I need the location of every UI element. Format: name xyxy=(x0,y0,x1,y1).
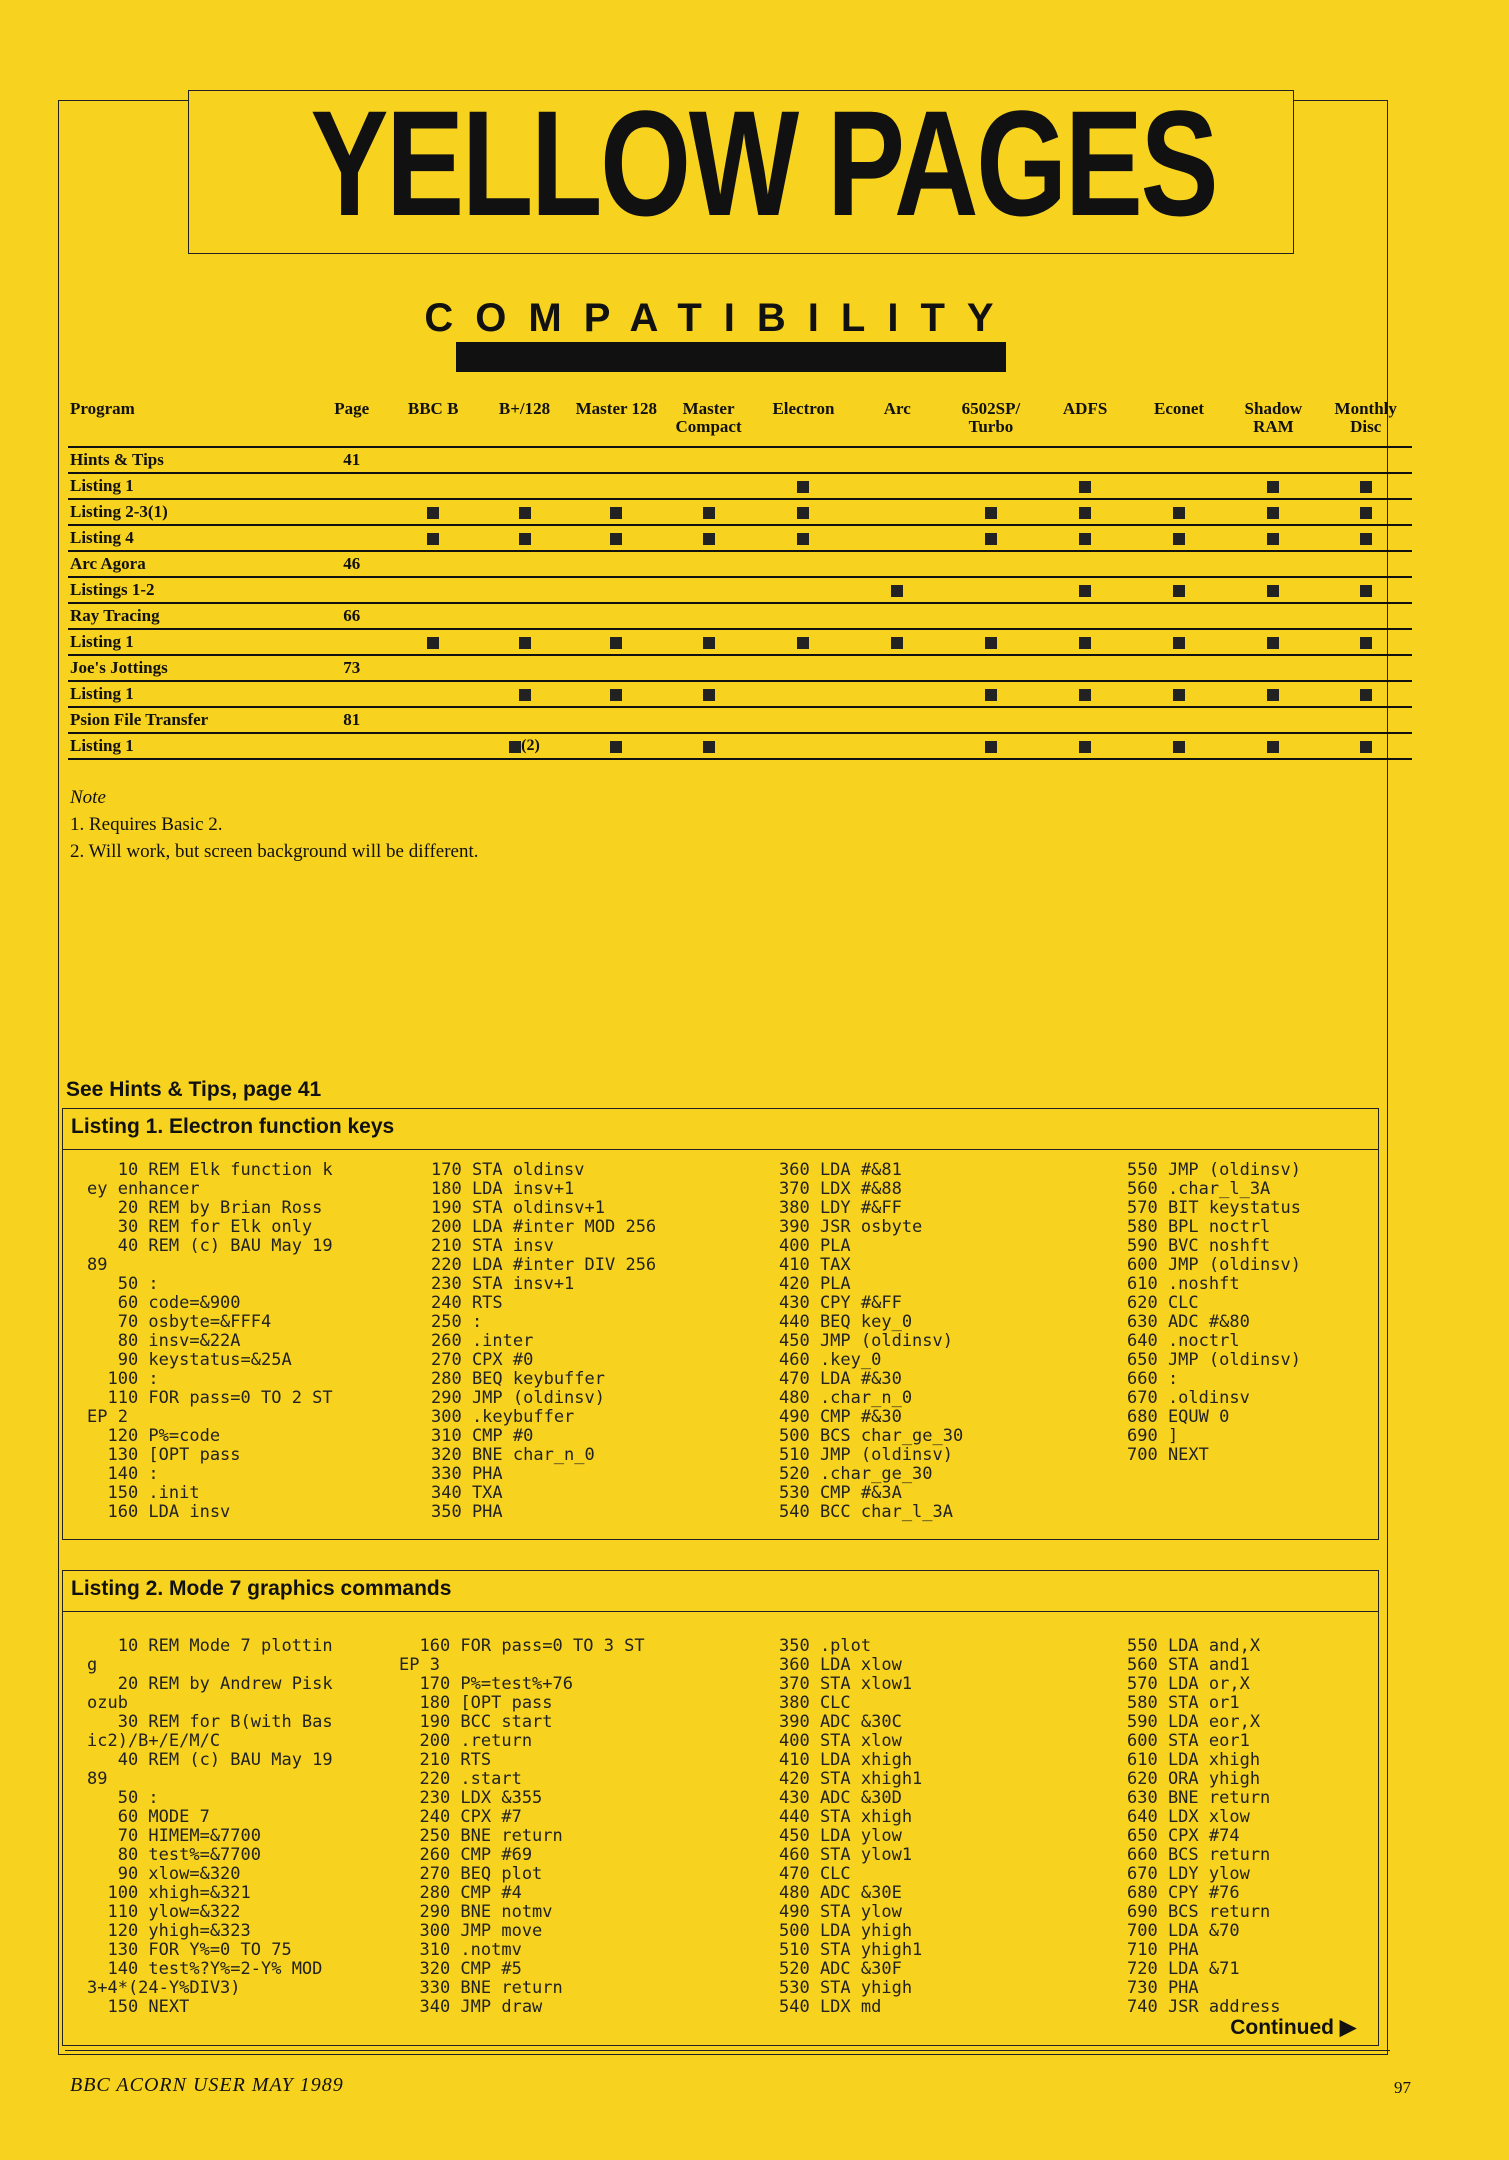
compat-cell xyxy=(1227,577,1319,603)
column-header: Shadow RAM xyxy=(1227,394,1319,447)
footer-magazine: BBC ACORN USER MAY 1989 xyxy=(70,2074,344,2096)
column-header: Program xyxy=(68,394,316,447)
compat-cell xyxy=(1131,733,1227,759)
compat-cell xyxy=(1319,525,1412,551)
compat-cell xyxy=(570,733,662,759)
table-row xyxy=(68,447,1412,473)
compat-mark xyxy=(1173,507,1185,519)
compat-mark xyxy=(797,637,809,649)
compat-cell xyxy=(852,681,942,707)
compat-cell xyxy=(1319,447,1412,473)
compat-cell xyxy=(1131,577,1227,603)
compat-cell xyxy=(942,655,1039,681)
compat-cell xyxy=(662,551,755,577)
compat-cell xyxy=(1131,707,1227,733)
compat-mark xyxy=(427,507,439,519)
compat-cell xyxy=(1227,473,1319,499)
compat-cell xyxy=(942,447,1039,473)
program-cell: Listing 1 xyxy=(68,473,316,499)
compat-cell xyxy=(1319,603,1412,629)
compat-mark xyxy=(1079,481,1091,493)
table-row xyxy=(68,681,1412,707)
compat-cell xyxy=(662,707,755,733)
compat-cell xyxy=(662,499,755,525)
column-header: Master Compact xyxy=(662,394,755,447)
compat-mark xyxy=(519,637,531,649)
compat-cell xyxy=(570,473,662,499)
page-cell: 41 xyxy=(316,447,388,473)
compat-cell xyxy=(570,681,662,707)
compat-cell xyxy=(479,473,571,499)
compat-cell xyxy=(662,655,755,681)
column-header: ADFS xyxy=(1039,394,1130,447)
compat-mark xyxy=(703,741,715,753)
compat-cell xyxy=(755,525,852,551)
table-row xyxy=(68,525,1412,551)
compat-cell xyxy=(755,499,852,525)
compat-mark xyxy=(1267,507,1279,519)
compat-cell xyxy=(942,525,1039,551)
compat-cell xyxy=(1319,577,1412,603)
compat-mark xyxy=(1079,741,1091,753)
compat-cell xyxy=(479,577,571,603)
compat-mark xyxy=(610,637,622,649)
table-row xyxy=(68,733,1412,759)
compat-cell xyxy=(1227,499,1319,525)
listing-1-box xyxy=(62,1108,1379,1540)
compat-cell xyxy=(852,655,942,681)
compat-mark xyxy=(703,637,715,649)
compat-cell xyxy=(852,629,942,655)
compat-cell xyxy=(662,733,755,759)
compat-cell xyxy=(942,629,1039,655)
compat-cell xyxy=(1319,707,1412,733)
page-title: YELLOW PAGES xyxy=(310,90,1217,247)
page-number: 97 xyxy=(1394,2078,1411,2097)
page-cell xyxy=(316,525,388,551)
column-header: BBC B xyxy=(388,394,479,447)
compat-cell xyxy=(1319,681,1412,707)
column-header: 6502SP/ Turbo xyxy=(942,394,1039,447)
column-header: Page xyxy=(316,394,388,447)
compat-cell xyxy=(1131,629,1227,655)
column-header: Econet xyxy=(1131,394,1227,447)
table-row xyxy=(68,603,1412,629)
note-item-1: 1. Requires Basic 2. xyxy=(70,814,223,835)
compat-cell xyxy=(852,525,942,551)
compat-cell xyxy=(570,655,662,681)
notes xyxy=(70,784,479,865)
table-row xyxy=(68,655,1412,681)
compat-mark xyxy=(509,741,521,753)
compat-mark xyxy=(1360,585,1372,597)
compat-mark xyxy=(1360,741,1372,753)
listing-1-code-col-2: 170 STA oldinsv 180 LDA insv+1 190 STA oldinsv+1 200 LDA #inter MOD 256 210 STA insv 220 LDA #inter DIV 256 230 STA insv+1 240 RTS 250 : 260 .inter 270 CPX #0 280 BEQ keybuffer 290 JMP (oldinsv) 300 .keybuffer 310 CMP #0 320 BNE char_n_0 330 PHA 340 TXA 350 PHA xyxy=(431,1160,657,1522)
compat-mark xyxy=(985,533,997,545)
column-header: Monthly Disc xyxy=(1319,394,1412,447)
column-header: B+/128 xyxy=(479,394,571,447)
compat-cell xyxy=(1039,603,1130,629)
compat-cell xyxy=(388,629,479,655)
compat-cell xyxy=(1039,499,1130,525)
compat-mark xyxy=(1079,533,1091,545)
compat-cell xyxy=(755,447,852,473)
compat-cell xyxy=(942,603,1039,629)
compat-cell xyxy=(1319,473,1412,499)
compat-cell xyxy=(852,499,942,525)
compat-cell xyxy=(755,551,852,577)
compat-mark xyxy=(797,533,809,545)
compat-mark xyxy=(427,637,439,649)
listing-1-code-col-4: 550 JMP (oldinsv) 560 .char_l_3A 570 BIT keystatus 580 BPL noctrl 590 BVC noshft 600 JMP (oldinsv) 610 .noshft 620 CLC 630 ADC #&80 640 .noctrl 650 JMP (oldinsv) 660 : 670 .oldinsv 680 EQUW 0 690 ] 700 NEXT xyxy=(1127,1160,1301,1465)
compat-mark xyxy=(891,637,903,649)
compat-mark xyxy=(1173,741,1185,753)
compat-cell xyxy=(942,551,1039,577)
compatibility-table xyxy=(68,394,1412,760)
compat-mark xyxy=(1173,533,1185,545)
compat-cell xyxy=(1227,681,1319,707)
table-row xyxy=(68,473,1412,499)
compat-cell xyxy=(755,629,852,655)
compat-cell xyxy=(1131,551,1227,577)
page-cell: 46 xyxy=(316,551,388,577)
compat-cell xyxy=(1227,733,1319,759)
table-row xyxy=(68,499,1412,525)
compat-cell xyxy=(388,551,479,577)
listing-1-title: Listing 1. Electron function keys xyxy=(71,1115,395,1138)
compat-mark xyxy=(1173,585,1185,597)
compat-mark xyxy=(1360,637,1372,649)
listing-1-code-col-1: 10 REM Elk function k ey enhancer 20 REM by Brian Ross 30 REM for Elk only 40 REM (c) BAU May 19 89 50 : 60 code=&900 70 osbyte=&FFF4 80 insv=&22A 90 keystatus=&25A 100 : 110 FOR pass=0 TO 2 ST EP 2 120 P%=code 130 [OPT pass 140 : 150 .init 160 LDA insv xyxy=(87,1160,333,1522)
compat-cell xyxy=(388,733,479,759)
divider xyxy=(63,1611,1378,1612)
compat-cell xyxy=(662,629,755,655)
compat-cell xyxy=(942,733,1039,759)
table-row xyxy=(68,707,1412,733)
compat-cell xyxy=(942,499,1039,525)
compat-cell xyxy=(1039,551,1130,577)
compat-mark xyxy=(1360,533,1372,545)
compat-cell xyxy=(1131,525,1227,551)
compat-cell xyxy=(1227,655,1319,681)
compat-cell xyxy=(852,707,942,733)
compat-mark xyxy=(1173,637,1185,649)
note-item-2: 2. Will work, but screen background will be different. xyxy=(70,841,479,862)
compat-cell xyxy=(1319,655,1412,681)
compat-cell xyxy=(662,603,755,629)
compat-mark xyxy=(797,481,809,493)
compat-cell xyxy=(755,681,852,707)
compat-cell xyxy=(388,655,479,681)
compat-cell xyxy=(755,733,852,759)
compat-cell xyxy=(479,525,571,551)
divider xyxy=(65,2050,1390,2051)
compat-cell xyxy=(388,577,479,603)
compat-mark xyxy=(1360,689,1372,701)
compat-cell xyxy=(479,499,571,525)
compat-cell xyxy=(1039,473,1130,499)
compat-cell xyxy=(852,603,942,629)
table-header-row xyxy=(68,394,1412,447)
compat-mark xyxy=(610,533,622,545)
compat-mark xyxy=(985,637,997,649)
compat-cell xyxy=(570,499,662,525)
compat-cell xyxy=(1131,655,1227,681)
compat-cell xyxy=(1319,499,1412,525)
compat-cell xyxy=(1039,655,1130,681)
compat-mark xyxy=(985,507,997,519)
table-row xyxy=(68,629,1412,655)
compat-cell xyxy=(570,577,662,603)
compat-mark xyxy=(1267,637,1279,649)
compat-mark xyxy=(519,507,531,519)
compat-cell xyxy=(479,447,571,473)
compat-cell xyxy=(388,447,479,473)
page-cell xyxy=(316,577,388,603)
compat-mark xyxy=(610,741,622,753)
listing-2-code-col-3: 350 .plot 360 LDA xlow 370 STA xlow1 380 CLC 390 ADC &30C 400 STA xlow 410 LDA xhigh 420 STA xhigh1 430 ADC &30D 440 STA xhigh 450 LDA ylow 460 STA ylow1 470 CLC 480 ADC &30E 490 STA ylow 500 LDA yhigh 510 STA yhigh1 520 ADC &30F 530 STA yhigh 540 LDX md xyxy=(779,1636,923,2017)
page-cell xyxy=(316,499,388,525)
compat-cell xyxy=(1319,733,1412,759)
compat-cell xyxy=(570,551,662,577)
compat-cell xyxy=(942,681,1039,707)
page-cell: 81 xyxy=(316,707,388,733)
compat-mark xyxy=(610,689,622,701)
compat-cell xyxy=(388,473,479,499)
page-cell xyxy=(316,733,388,759)
page-cell xyxy=(316,473,388,499)
column-header: Arc xyxy=(852,394,942,447)
compat-mark xyxy=(519,533,531,545)
compat-cell xyxy=(662,447,755,473)
compat-cell xyxy=(388,707,479,733)
table-row xyxy=(68,551,1412,577)
compat-cell xyxy=(662,577,755,603)
compat-mark xyxy=(1267,741,1279,753)
compat-cell xyxy=(942,707,1039,733)
compat-cell xyxy=(1227,629,1319,655)
compat-mark xyxy=(519,689,531,701)
compat-cell xyxy=(1039,733,1130,759)
compat-cell xyxy=(1131,473,1227,499)
compat-cell xyxy=(570,525,662,551)
compat-cell xyxy=(1227,551,1319,577)
compat-cell xyxy=(1131,499,1227,525)
compat-cell xyxy=(1227,447,1319,473)
compat-cell xyxy=(1319,629,1412,655)
column-header: Electron xyxy=(755,394,852,447)
compat-cell xyxy=(570,707,662,733)
compat-cell xyxy=(479,655,571,681)
compat-cell xyxy=(570,629,662,655)
listing-1-code-col-3: 360 LDA #&81 370 LDX #&88 380 LDY #&FF 390 JSR osbyte 400 PLA 410 TAX 420 PLA 430 CPY #&FF 440 BEQ key_0 450 JMP (oldinsv) 460 .key_0 470 LDA #&30 480 .char_n_0 490 CMP #&30 500 BCS char_ge_30 510 JMP (oldinsv) 520 .char_ge_30 530 CMP #&3A 540 BCC char_l_3A xyxy=(779,1160,964,1522)
page-cell xyxy=(316,629,388,655)
compat-cell xyxy=(479,681,571,707)
program-cell: Listing 4 xyxy=(68,525,316,551)
compat-mark xyxy=(1267,481,1279,493)
continued-label: Continued ▶ xyxy=(1230,2016,1356,2039)
compat-cell xyxy=(662,473,755,499)
compat-cell xyxy=(388,525,479,551)
compat-cell xyxy=(479,707,571,733)
compat-cell xyxy=(942,473,1039,499)
divider xyxy=(63,1149,1378,1150)
compat-mark xyxy=(797,507,809,519)
listing-2-code-col-4: 550 LDA and,X 560 STA and1 570 LDA or,X 580 STA or1 590 LDA eor,X 600 STA eor1 610 LDA xhigh 620 ORA yhigh 630 BNE return 640 LDX xlow 650 CPX #74 660 BCS return 670 LDY ylow 680 CPY #76 690 BCS return 700 LDA &70 710 PHA 720 LDA &71 730 PHA 740 JSR address xyxy=(1127,1636,1281,2017)
compatibility-heading: COMPATIBILITY xyxy=(424,296,1016,340)
compat-cell xyxy=(852,473,942,499)
compat-mark xyxy=(891,585,903,597)
compat-cell xyxy=(1131,681,1227,707)
program-cell: Listing 1 xyxy=(68,681,316,707)
compat-mark xyxy=(703,533,715,545)
compat-mark xyxy=(1360,481,1372,493)
compat-cell xyxy=(755,707,852,733)
compat-mark xyxy=(1267,533,1279,545)
compat-cell xyxy=(852,447,942,473)
listing-2-box xyxy=(62,1570,1379,2046)
compat-cell xyxy=(755,655,852,681)
compat-cell xyxy=(1319,551,1412,577)
compat-note: (2) xyxy=(521,737,540,755)
program-cell: Listing 2-3(1) xyxy=(68,499,316,525)
compat-mark xyxy=(610,507,622,519)
compat-cell xyxy=(852,551,942,577)
compat-mark xyxy=(703,507,715,519)
section-heading: See Hints & Tips, page 41 xyxy=(66,1078,322,1101)
compat-cell xyxy=(1039,447,1130,473)
program-cell: Listing 1 xyxy=(68,733,316,759)
program-cell: Arc Agora xyxy=(68,551,316,577)
page-cell: 66 xyxy=(316,603,388,629)
compat-mark xyxy=(1267,585,1279,597)
compat-cell xyxy=(1227,525,1319,551)
compat-mark xyxy=(1267,689,1279,701)
compat-cell xyxy=(1131,447,1227,473)
listing-2-code-col-2: 160 FOR pass=0 TO 3 ST EP 3 170 P%=test%+76 180 [OPT pass 190 BCC start 200 .return 210 RTS 220 .start 230 LDX &355 240 CPX #7 250 BNE return 260 CMP #69 270 BEQ plot 280 CMP #4 290 BNE notmv 300 JMP move 310 .notmv 320 CMP #5 330 BNE return 340 JMP draw xyxy=(399,1636,645,2017)
program-cell: Ray Tracing xyxy=(68,603,316,629)
compat-cell xyxy=(1039,525,1130,551)
compat-cell xyxy=(942,577,1039,603)
compat-cell xyxy=(755,473,852,499)
column-header: Master 128 xyxy=(570,394,662,447)
program-cell: Psion File Transfer xyxy=(68,707,316,733)
compat-mark xyxy=(427,533,439,545)
program-cell: Listings 1-2 xyxy=(68,577,316,603)
listing-2-code-col-1: 10 REM Mode 7 plottin g 20 REM by Andrew Pisk ozub 30 REM for B(with Bas ic2)/B+/E/M/C 40 REM (c) BAU May 19 89 50 : 60 MODE 7 70 HIMEM=&7700 80 test%=&7700 90 xlow=&320 100 xhigh=&321 110 ylow=&322 120 yhigh=&323 130 FOR Y%=0 TO 75 140 test%?Y%=2-Y% MOD 3+4*(24-Y%DIV3) 150 NEXT xyxy=(87,1636,333,2017)
compat-cell xyxy=(388,603,479,629)
compat-cell xyxy=(388,499,479,525)
page-cell: 73 xyxy=(316,655,388,681)
listing-2-title: Listing 2. Mode 7 graphics commands xyxy=(71,1577,452,1600)
compat-cell xyxy=(570,447,662,473)
compat-cell xyxy=(755,603,852,629)
program-cell: Joe's Jottings xyxy=(68,655,316,681)
compat-cell xyxy=(755,577,852,603)
compat-mark xyxy=(1079,507,1091,519)
note-heading: Note xyxy=(70,787,106,808)
table-body xyxy=(68,447,1412,759)
compat-mark xyxy=(703,689,715,701)
compat-cell xyxy=(570,603,662,629)
compat-mark xyxy=(985,689,997,701)
compat-cell xyxy=(1039,681,1130,707)
compat-cell xyxy=(1131,603,1227,629)
compat-cell xyxy=(479,551,571,577)
compat-cell xyxy=(1227,603,1319,629)
compat-mark xyxy=(1360,507,1372,519)
compat-mark xyxy=(1079,585,1091,597)
compat-mark xyxy=(1079,637,1091,649)
compat-cell xyxy=(852,577,942,603)
compat-cell xyxy=(479,603,571,629)
compat-mark xyxy=(1079,689,1091,701)
compat-cell xyxy=(388,681,479,707)
compat-cell xyxy=(479,629,571,655)
compat-cell xyxy=(1227,707,1319,733)
program-cell: Listing 1 xyxy=(68,629,316,655)
page-cell xyxy=(316,681,388,707)
compat-mark xyxy=(985,741,997,753)
compat-cell xyxy=(662,681,755,707)
compat-cell xyxy=(662,525,755,551)
program-cell: Hints & Tips xyxy=(68,447,316,473)
title-box xyxy=(188,90,1294,254)
compat-cell xyxy=(1039,577,1130,603)
table-row xyxy=(68,577,1412,603)
compatibility-bar xyxy=(456,342,1006,372)
compat-cell xyxy=(1039,629,1130,655)
compat-cell xyxy=(852,733,942,759)
compat-cell xyxy=(1039,707,1130,733)
compat-cell xyxy=(479,733,571,759)
compat-mark xyxy=(1173,689,1185,701)
